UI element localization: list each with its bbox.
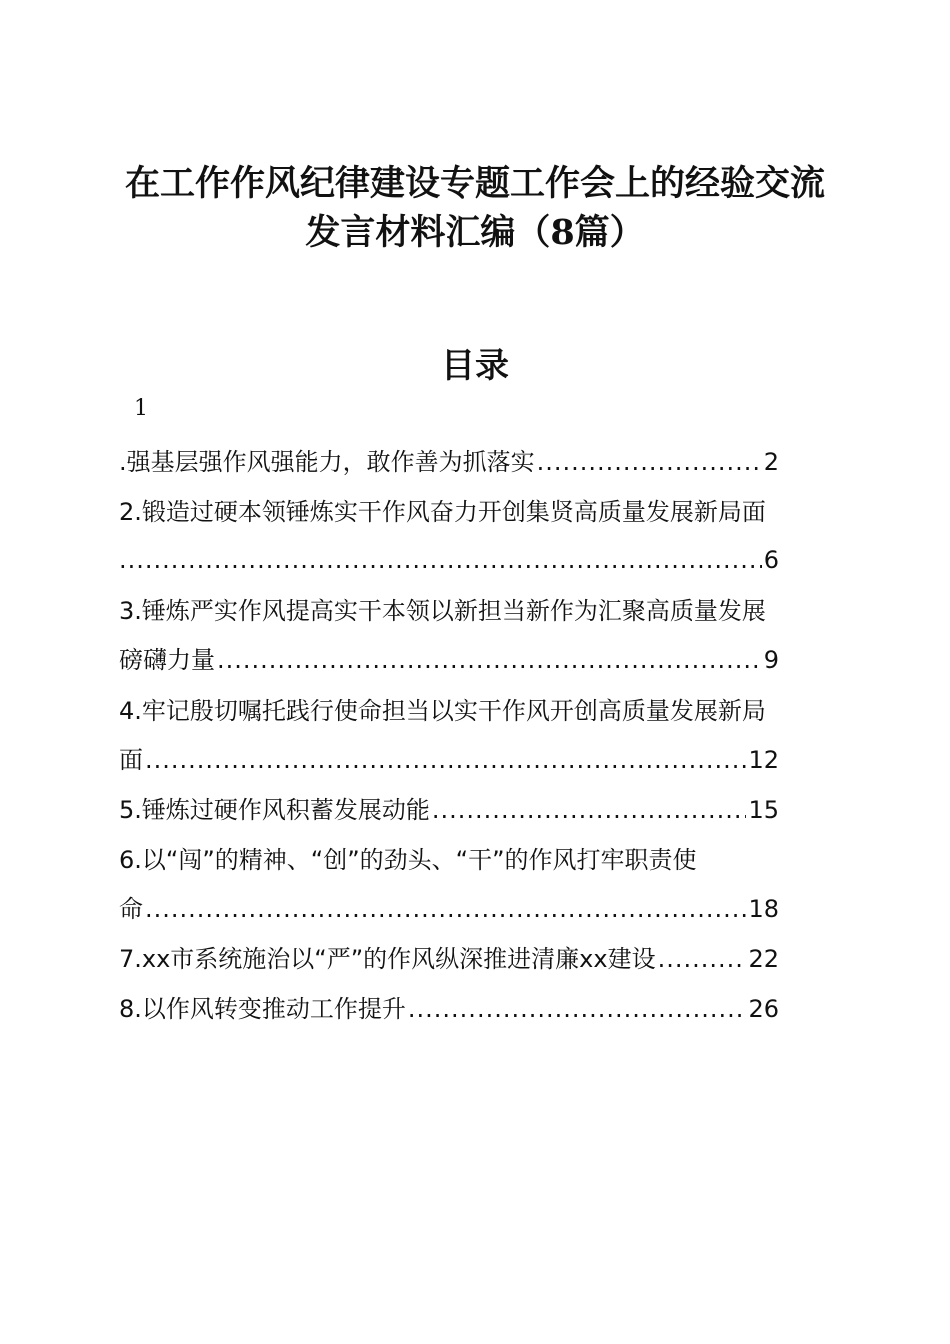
toc-entry-1[interactable]: [119, 447, 779, 477]
toc-entry-title: .强基层强作风强能力，敢作善为抓落实: [119, 448, 535, 476]
toc-entry-title: 磅礴力量: [119, 646, 215, 674]
toc-entry-6[interactable]: [119, 894, 779, 924]
toc-entry-2[interactable]: [119, 545, 779, 575]
toc-entry-title: 面: [119, 746, 143, 774]
document-title-line-2: 发言材料汇编（8篇）: [305, 212, 645, 253]
toc-entry-3[interactable]: [119, 645, 779, 675]
toc-entry-page: 12: [748, 746, 779, 774]
toc-stray-number: 1: [134, 396, 148, 421]
toc-entry-page: 2: [763, 448, 779, 476]
toc-entry-page: 22: [748, 945, 779, 973]
toc-leader-dots: [432, 795, 747, 825]
toc-entry-page: 9: [763, 646, 779, 674]
toc-entry-page: 15: [748, 796, 779, 824]
toc-entry-6-line-1[interactable]: 6.以“闯”的精神、“创”的劲头、“干”的作风打牢职责使: [119, 846, 697, 874]
toc-entry-8[interactable]: [119, 994, 779, 1024]
toc-leader-dots: [217, 645, 762, 675]
toc-entry-3-line-1[interactable]: 3.锤炼严实作风提高实干本领以新担当新作为汇聚高质量发展: [119, 597, 766, 625]
toc-leader-dots: [658, 944, 747, 974]
toc-heading: 目录: [441, 346, 509, 386]
toc-entry-page: 26: [748, 995, 779, 1023]
toc-entry-2-line-1[interactable]: 2.锻造过硬本领锤炼实干作风奋力开创集贤高质量发展新局面: [119, 498, 766, 526]
document-title-line-1: 在工作作风纪律建设专题工作会上的经验交流: [124, 163, 825, 204]
toc-leader-dots: [119, 545, 762, 575]
toc-entry-title: 5.锤炼过硬作风积蓄发展动能: [119, 796, 430, 824]
toc-entry-4[interactable]: [119, 745, 779, 775]
toc-entry-title: 命: [119, 895, 143, 923]
toc-entry-page: 6: [763, 546, 779, 574]
toc-leader-dots: [408, 994, 747, 1024]
toc-entry-title: 7.xx市系统施治以“严”的作风纵深推进清廉xx建设: [119, 945, 656, 973]
toc-entry-title: 8.以作风转变推动工作提升: [119, 995, 406, 1023]
toc-leader-dots: [145, 745, 746, 775]
toc-entry-7[interactable]: [119, 944, 779, 974]
toc-leader-dots: [537, 447, 762, 477]
toc-leader-dots: [145, 894, 746, 924]
toc-entry-4-line-1[interactable]: 4.牢记殷切嘱托践行使命担当以实干作风开创高质量发展新局: [119, 697, 766, 725]
toc-entry-5[interactable]: [119, 795, 779, 825]
toc-entry-page: 18: [748, 895, 779, 923]
